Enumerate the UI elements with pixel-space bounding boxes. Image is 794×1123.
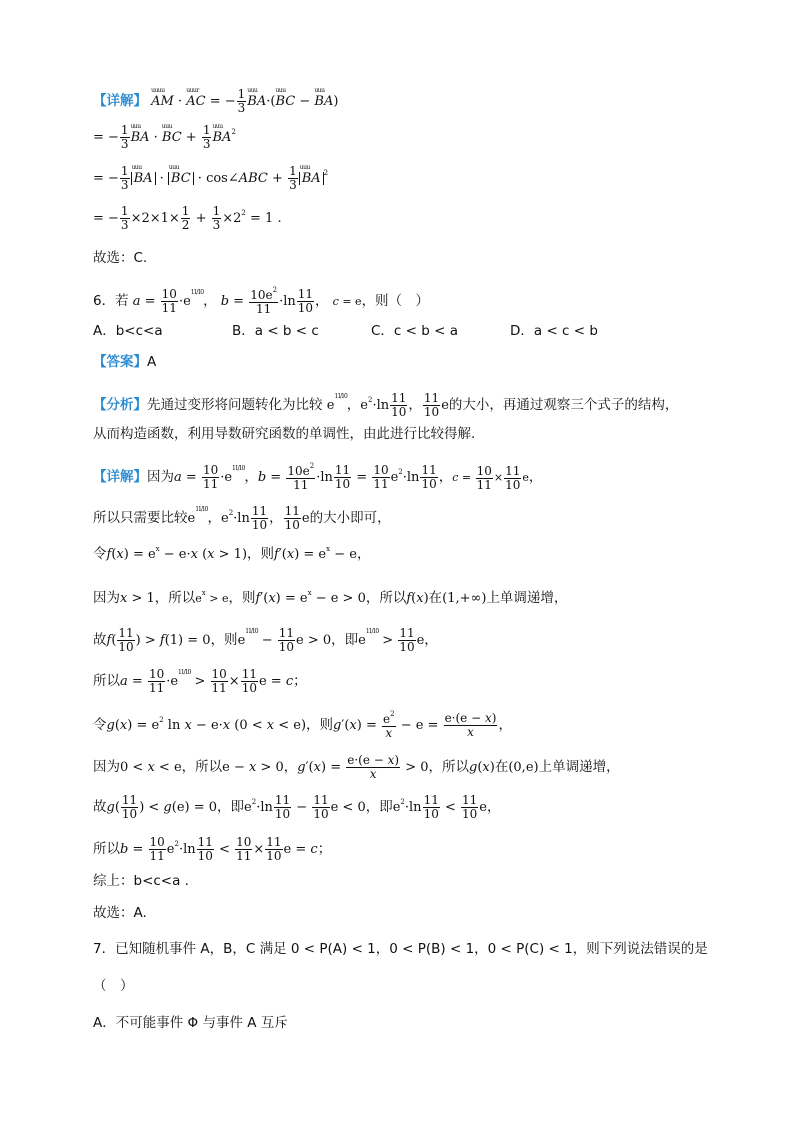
detail-2-line-8: 因为0 < x < e，所以e − x > 0，g′(x) = $\frac{e\cdot(e - x)}{x}$ > 0，所以g(x)在(0,e)上单调递增， (93, 753, 620, 782)
detail-2-heading: 【详解】 (93, 469, 147, 486)
answer-value: A (147, 354, 157, 370)
detail-2-line-5: 故f( $\frac{11}{10}$ ) > f(1) = 0，则$e^{11/10}$ − $\frac{11}{10}$ e > 0，即$e^{11/10}$ > $\frac{11}{10}$ e， (93, 626, 438, 655)
question-6: 6．若 a = $\frac{10}{11}$ $\cdot e^{11/10}$， b = $\frac{10e^2}{11}$ ·ln $\frac{11}{10}$ ， c = e，则（ ） (93, 286, 430, 317)
detail-1-line-4: = − $\frac{1}{3}$ ×2×1× $\frac{1}{2}$ + $\frac{1}{3}$ $\times 2^2 = 1$ . (93, 204, 282, 233)
detail-2-line-2: 所以只需要比较$e^{11/10}$，$e^2\cdot\ln$ $\frac{11}{10}$ ， $\frac{11}{10}$ e的大小即可， (93, 504, 391, 533)
detail-1-line-1 (93, 88, 338, 115)
detail-1-heading: 【详解】 (93, 93, 147, 110)
summary: 综上：b<c<a . (93, 873, 189, 889)
option-6-c: C．c < b < a (371, 323, 458, 339)
detail-2-line-1: 【详解】因为a = $\frac{10}{11}$ $\cdot e^{11/10}$，b = $\frac{10e^2}{11}$ ·ln $\frac{11}{10}$ = $\frac{10}{11}$ $e^2\cdot\ln$ $\frac{11}{10}$ ，c = $\frac{10}{11}$ × $\frac{11}{10}$ e， (93, 462, 543, 493)
answer-heading: 【答案】 (93, 354, 147, 370)
option-7-a: A．不可能事件 Φ 与事件 A 互斥 (93, 1015, 288, 1031)
detail-2-line-7: 令$g(x) = e^2$ ln x − e·x (0 < x < e)，则g′(x) = $\frac{e^2}{x}$ − e = $\frac{e\cdot(e - x)}{x}$ ， (93, 710, 512, 741)
option-6-a: A．b<c<a (93, 323, 163, 339)
choose-1: 故选：C. (93, 250, 148, 266)
vector-expression: AM uuuu · AC uuur = − $\frac{1}{3}$ BA uuu ·(BC uuu − BA uuu ) (151, 87, 339, 116)
detail-2-line-4: 因为x > 1，所以$e^x > e$，则$f'(x) = e^x - e > 0$，所以f(x)在(1,+∞)上单调递增， (93, 589, 568, 606)
analysis-line-2: 从而构造函数，利用导数研究函数的单调性，由此进行比较得解. (93, 426, 476, 442)
option-6-b: B．a < b < c (232, 323, 319, 339)
detail-2-line-3: 令$f(x) = e^x - e\cdot x$ (x > 1)，则$f'(x) = e^x - e$， (93, 545, 371, 562)
detail-2-line-9: 故g( $\frac{11}{10}$ ) < g(e) = 0，即$e^2\cdot\ln$ $\frac{11}{10}$ − $\frac{11}{10}$ e < 0，即$e^2\cdot\ln$ $\frac{11}{10}$ < $\frac{11}{10}$ e， (93, 793, 501, 822)
analysis-line-1: 【分析】先通过变形将问题转化为比较 $e^{11/10}$，$e^2\cdot\ln$ $\frac{11}{10}$ ， $\frac{11}{10}$ e的大小，再通过观察三个式子的结构， (93, 391, 679, 420)
choose-2: 故选：A. (93, 905, 147, 921)
question-7-line-2: （ ） (93, 978, 134, 994)
detail-2-line-10: 所以b = $\frac{10}{11}$ $e^2\cdot\ln$ $\frac{11}{10}$ < $\frac{10}{11}$ × $\frac{11}{10}$ e = c； (93, 835, 332, 864)
answer-line (93, 356, 156, 370)
question-7-line-1: 7．已知随机事件 A，B，C 满足 0 < P(A) < 1，0 < P(B) < 1，0 < P(C) < 1，则下列说法错误的是 (93, 941, 708, 957)
detail-2-line-6: 所以a = $\frac{10}{11}$ $\cdot e^{11/10}$ > $\frac{10}{11}$ × $\frac{11}{10}$ e = c； (93, 667, 307, 696)
detail-1-line-3: = − $\frac{1}{3}$ BA uuu · BC uuu · cos∠ABC + $\frac{1}{3}$ BA uuu $^2$ (93, 164, 329, 193)
analysis-heading: 【分析】 (93, 397, 147, 414)
option-6-d: D．a < c < b (510, 323, 598, 339)
detail-1-line-2: = − $\frac{1}{3}$ BA uuu · BC uuu + $\frac{1}{3}$ BA uuu $^2$ (93, 123, 236, 152)
